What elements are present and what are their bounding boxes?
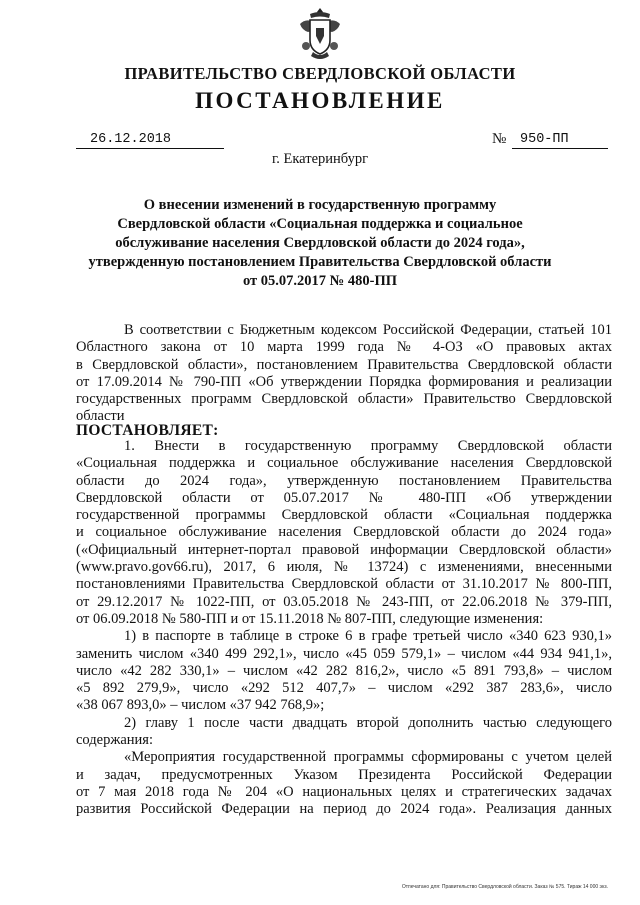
text-line: от 29.12.2017 № 1022-ПП, от 03.05.2018 № 243-ПП, от 22.06.2018 № 379-ПП, <box>76 593 612 610</box>
text-line: содержания: <box>76 732 154 749</box>
organization-name: ПРАВИТЕЛЬСТВО СВЕРДЛОВСКОЙ ОБЛАСТИ <box>124 64 516 83</box>
city: г. Екатеринбург <box>271 151 369 167</box>
text-line: Свердловской области от 05.07.2017 № 480-ПП «Об утверждении <box>76 489 612 506</box>
document-type: ПОСТАНОВЛЕНИЕ <box>195 88 445 113</box>
document-title <box>70 196 570 291</box>
text-line: постановлениями Правительства Свердловской области от 31.10.2017 № 800-ПП, <box>76 576 612 593</box>
text-line: от 17.09.2014 № 790-ПП «Об утверждении Порядка формирования и реализации <box>76 373 612 390</box>
text-line: в Свердловской области», постановлением Правительства Свердловской области <box>76 356 612 373</box>
text-line: «5 892 279,9», число «292 512 407,7» – числом «292 387 283,6», число <box>76 680 612 697</box>
text-line: «Мероприятия государственной программы сформированы с учетом целей <box>124 749 612 766</box>
text-line: развития Российской Федерации на период до 2024 года». Реализация данных <box>76 801 612 818</box>
text-line: («Официальный интернет-портал правовой информации Свердловской области» <box>76 541 612 558</box>
text-line: «Социальная поддержка и социальное обслуживание населения Свердловской <box>76 455 612 472</box>
text-line: 1) в паспорте в таблице в строке 6 в графе третьей число «340 623 930,1» <box>124 628 612 645</box>
resolution-body <box>76 438 612 819</box>
text-line: от 06.09.2018 № 580-ПП и от 15.11.2018 № 807-ПП, следующие изменения: <box>76 610 544 627</box>
title-line: Свердловской области «Социальная поддержка и социальное <box>117 216 523 232</box>
text-line: 1. Внести в государственную программу Свердловской области <box>124 438 612 454</box>
title-line: от 05.07.2017 № 480-ПП <box>242 273 397 289</box>
print-footer: Отпечатано для: Правительство Свердловской области. Заказ № 575. Тираж 14 000 экз. <box>401 884 608 890</box>
number-label: № <box>492 131 507 147</box>
text-line: (www.pravo.gov66.ru), 2017, 6 июля, № 13724) с изменениями, внесенными <box>76 559 612 576</box>
text-line: 2) главу 1 после части двадцать второй дополнить частью следующего <box>124 714 612 731</box>
resolves-heading: ПОСТАНОВЛЯЕТ: <box>76 422 219 439</box>
document-number: 950-ПП <box>512 132 608 149</box>
document-date: 26.12.2018 <box>76 132 224 149</box>
text-line: В соответствии с Бюджетным кодексом Российской Федерации, статьей 101 <box>124 322 612 338</box>
text-line: государственной программы Свердловской области «Социальная поддержка <box>76 507 612 524</box>
text-line: «38 067 893,0» – числом «37 942 768,9»; <box>76 697 325 714</box>
text-line: и социальное обслуживание населения Свердловской области до 2024 года» <box>76 524 612 541</box>
text-line: и задач, предусмотренных Указом Президента Российской Федерации <box>76 766 612 783</box>
coat-of-arms-emblem <box>296 6 344 62</box>
preamble-paragraph <box>76 322 612 426</box>
text-line: области до 2024 года», утвержденную постановлением Правительства <box>76 472 612 489</box>
title-line: обслуживание населения Свердловской области до 2024 года», <box>115 235 525 251</box>
text-line: Областного закона от 10 марта 1999 года № 4-ОЗ «О правовых актах <box>76 339 612 356</box>
text-line: заменить числом «340 499 292,1», число «45 059 579,1» – числом «44 934 941,1», <box>76 645 612 662</box>
text-line: число «42 282 330,1» – числом «42 282 816,2», число «5 891 793,8» – числом <box>76 662 612 679</box>
title-line: О внесении изменений в государственную программу <box>143 197 497 213</box>
title-line: утвержденную постановлением Правительства Свердловской области <box>88 254 552 270</box>
text-line: от 7 мая 2018 года № 204 «О национальных целях и стратегических задачах <box>76 783 612 800</box>
text-line: государственных программ Свердловской области» Правительство Свердловской <box>76 391 612 408</box>
text-line: области <box>76 408 125 425</box>
